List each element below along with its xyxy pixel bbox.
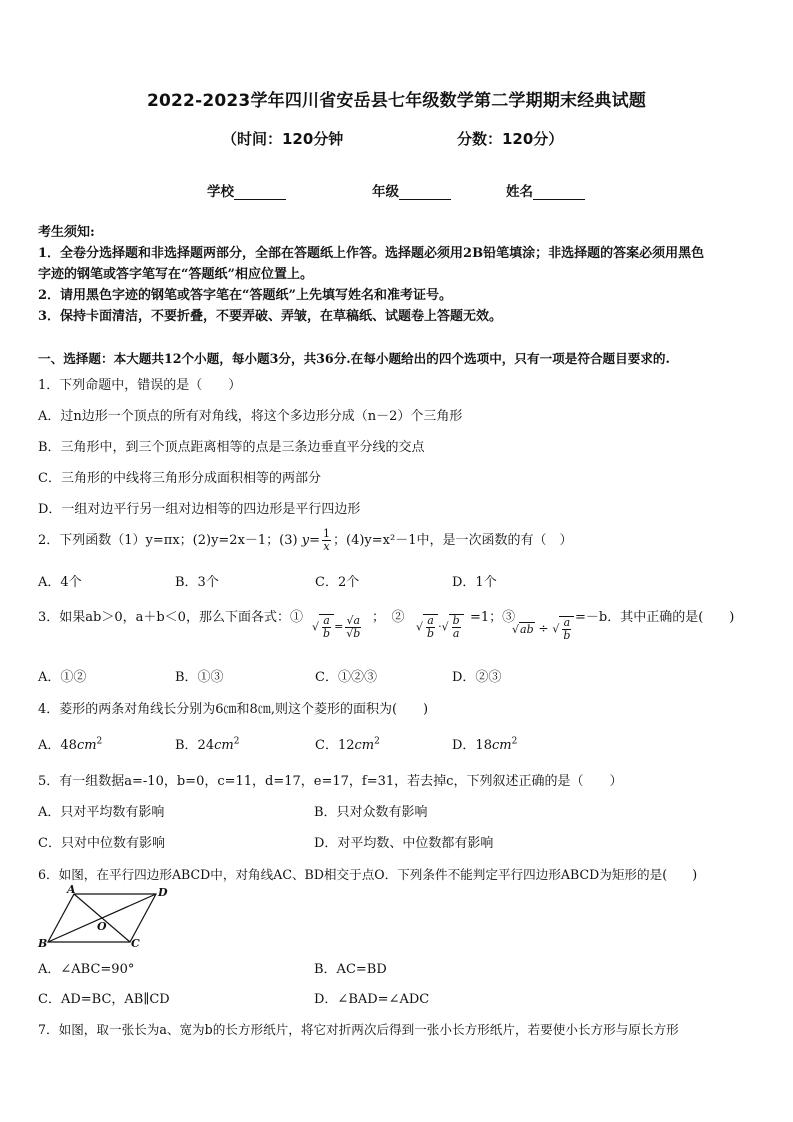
q2-fraction: $\frac{1}{x}$ — [323, 527, 331, 553]
q1-option-b: B．三角形中，到三个顶点距离相等的点是三条边垂直平分线的交点 — [38, 440, 425, 455]
q4-option-b: B．$24cm^2$ — [175, 736, 240, 753]
q5-option-d: D．对平均数、中位数都有影响 — [314, 836, 494, 851]
q3-stem-d: =－b．其中正确的是( ) — [575, 610, 735, 625]
label-b: B — [38, 937, 48, 950]
q3-stem-c: =1；③ — [470, 610, 516, 625]
q6-option-d: D．∠BAD=∠ADC — [314, 992, 430, 1007]
q6-option-c: C．AD=BC，AB∥CD — [38, 992, 170, 1007]
label-c: C — [131, 937, 140, 950]
section-heading: 一、选择题：本大题共12个小题，每小题3分，共36分.在每小题给出的四个选项中，只有一项是符合题目要求的. — [38, 351, 670, 366]
q3-expr-2: √ $\frac{a}{b}$ ·√ $\frac{b}{a}$ — [416, 614, 464, 640]
q2-option-c: C．2个 — [315, 575, 360, 590]
q3-option-b: B．①③ — [175, 670, 224, 685]
exam-time: （时间：120分钟 — [222, 130, 344, 148]
q6-option-a: A．∠ABC=90° — [38, 962, 135, 977]
q3-option-d: D．②③ — [452, 670, 502, 685]
page-title: 2022-2023学年四川省安岳县七年级数学第二学期期末经典试题 — [146, 91, 647, 111]
q3-stem-b: ； ② — [372, 610, 405, 625]
q1-option-a: A．过n边形一个顶点的所有对角线，将这个多边形分成（n－2）个三角形 — [38, 409, 463, 424]
q7-stem: 7．如图，取一张长为a、宽为b的长方形纸片，将它对折两次后得到一张小长方形纸片，若要使小长方形与原长方形 — [38, 1022, 679, 1037]
q2-stem — [38, 528, 572, 553]
q3-expr-3: √ab ÷ √ $\frac{a}{b}$ — [512, 616, 574, 642]
grade-blank — [399, 185, 451, 200]
notice-line-1: 1．全卷分选择题和非选择题两部分，全部在答题纸上作答。选择题必须用2B铅笔填涂；非选择题的答案必须用黑色 — [38, 246, 705, 261]
school-blank — [234, 185, 286, 200]
q5-option-a: A．只对平均数有影响 — [38, 805, 165, 820]
name-blank — [533, 185, 585, 200]
grade-field — [372, 180, 451, 200]
grade-label: 年级 — [372, 184, 399, 200]
q2-stem-b: ；(4)y=x²－1中，是一次函数的有（ ） — [333, 533, 573, 548]
school-field — [207, 180, 286, 200]
notice-line-4: 3．保持卡面清洁，不要折叠，不要弄破、弄皱，在草稿纸、试题卷上答题无效。 — [38, 309, 503, 324]
name-label: 姓名 — [506, 184, 533, 200]
q5-stem: 5．有一组数据a=-10，b=0，c=11，d=17，e=17，f=31，若去掉c，下列叙述正确的是（ ） — [38, 774, 623, 789]
q4-option-d: D．$18cm^2$ — [452, 736, 518, 753]
q5-option-c: C．只对中位数有影响 — [38, 836, 165, 851]
school-label: 学校 — [207, 184, 234, 200]
q4-option-c: C．$12cm^2$ — [315, 736, 380, 753]
q1-option-c: C．三角形的中线将三角形分成面积相等的两部分 — [38, 471, 321, 486]
q6-option-b: B．AC=BD — [314, 962, 387, 977]
q2-option-b: B．3个 — [175, 575, 219, 590]
q2-stem-a: 2．下列函数（1）y=πx；(2)y=2x－1；(3) — [38, 533, 298, 548]
q3-expr-1: √ $\frac{a}{b}$ = $\frac{√a}{√b}$ — [312, 613, 361, 640]
label-d: D — [158, 886, 168, 899]
parallelogram-figure — [34, 884, 174, 950]
q6-stem: 6．如图，在平行四边形ABCD中，对角线AC、BD相交于点O．下列条件不能判定平行四边形ABCD为矩形的是( ) — [38, 867, 698, 882]
q2-option-d: D．1个 — [452, 575, 497, 590]
label-a: A — [67, 884, 76, 896]
q3-option-a: A．①② — [38, 670, 87, 685]
q1-option-d: D．一组对边平行另一组对边相等的四边形是平行四边形 — [38, 502, 361, 517]
q3-option-c: C．①②③ — [315, 670, 377, 685]
q2-option-a: A．4个 — [38, 575, 82, 590]
notice-line-3: 2．请用黑色字迹的钢笔或答字笔在“答题纸”上先填写姓名和准考证号。 — [38, 288, 453, 303]
notice-line-2: 字迹的钢笔或答字笔写在“答题纸”相应位置上。 — [38, 267, 313, 282]
label-o: O — [97, 920, 107, 933]
q2-eq: = — [309, 533, 321, 548]
q4-stem: 4．菱形的两条对角线长分别为6㎝和8㎝,则这个菱形的面积为( ) — [38, 702, 429, 717]
q3-stem-a: 3．如果ab＞0，a＋b＜0，那么下面各式：① — [38, 610, 303, 625]
q2-y: y — [301, 533, 310, 548]
diagonal-bd — [48, 894, 156, 942]
name-field — [506, 180, 585, 200]
exam-score: 分数：120分） — [457, 130, 564, 148]
q4-option-a: A．$48cm^2$ — [38, 736, 103, 753]
notice-heading: 考生须知: — [38, 225, 95, 240]
q1-stem: 1．下列命题中，错误的是（ ） — [38, 378, 242, 393]
q5-option-b: B．只对众数有影响 — [314, 805, 428, 820]
